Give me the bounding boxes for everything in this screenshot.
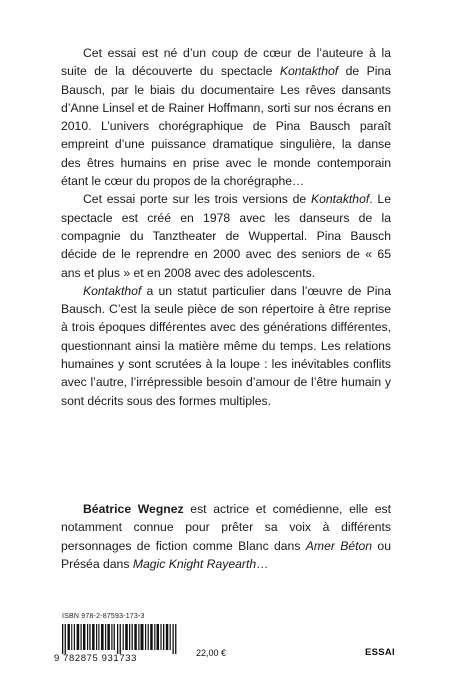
- isbn-barcode-block: [54, 612, 194, 664]
- blurb-paragraph-3: [61, 282, 391, 410]
- author-bio: [61, 500, 391, 573]
- bio-text: …: [256, 556, 269, 571]
- blurb-text: . Le spectacle est créé en 1978 avec les danseurs de la compagnie du Tanztheater de Wuppertal. Pina Bausch décide de le reprendre en 2000 avec des seniors de « 65 ans et plus » et en 2008 avec des adolescents.: [61, 192, 391, 280]
- bio-text: ou Préséa dans: [61, 538, 391, 571]
- bio-text: est actrice et comédienne, elle est notamment connue pour prêter sa voix à différents personnages de fiction comme Blanc dans: [61, 502, 392, 553]
- back-cover-blurb: [61, 44, 391, 410]
- blurb-text: de Pina Bausch, par le biais du documentaire Les rêves dansants d’Anne Linsel et de Rainer Hoffmann, sorti sur nos écrans en 2010. L’univers chorégraphique de Pina Bausch paraît empreint d’une puissance dramatique singulière, la danse des êtres humains en prise avec le monde contemporain étant le cœur du propos de la chorégraphe…: [61, 64, 391, 189]
- isbn-number: ISBN 978-2-87593-173-3: [62, 613, 145, 620]
- barcode-icon: [62, 624, 180, 654]
- work-title: Kontakthof: [279, 64, 339, 79]
- price: 22,00 €: [196, 648, 227, 658]
- blurb-text: a un statut particulier dans l’œuvre de Pina Bausch. C’est la seule pièce de son répertoire à être reprise à trois époques différentes avec des générations différentes, questionnant ainsi la matière même du temps. Les relations humaines y sont scrutées à la loupe : les inévitables conflits avec l’autre, l’irrépressible besoin d’amour de l’être humain y sont décrits sous des formes multiples.: [61, 283, 391, 408]
- barcode-digits: 9 782875 931733: [54, 653, 137, 664]
- blurb-paragraph-2: [61, 190, 391, 281]
- work-title: Magic Knight Rayearth: [132, 556, 257, 571]
- work-title: Kontakthof: [310, 192, 370, 207]
- blurb-text: Cet essai porte sur les trois versions de: [83, 192, 311, 207]
- work-title: Amer Béton: [305, 538, 373, 553]
- collection-label: ESSAI: [364, 647, 395, 658]
- blurb-paragraph-1: [61, 44, 391, 190]
- author-name: Béatrice Wegnez: [83, 502, 184, 516]
- blurb-text: Cet essai est né d’un coup de cœur de l’auteure à la suite de la découverte du spectacle: [61, 46, 391, 79]
- work-title: Kontakthof: [83, 283, 142, 298]
